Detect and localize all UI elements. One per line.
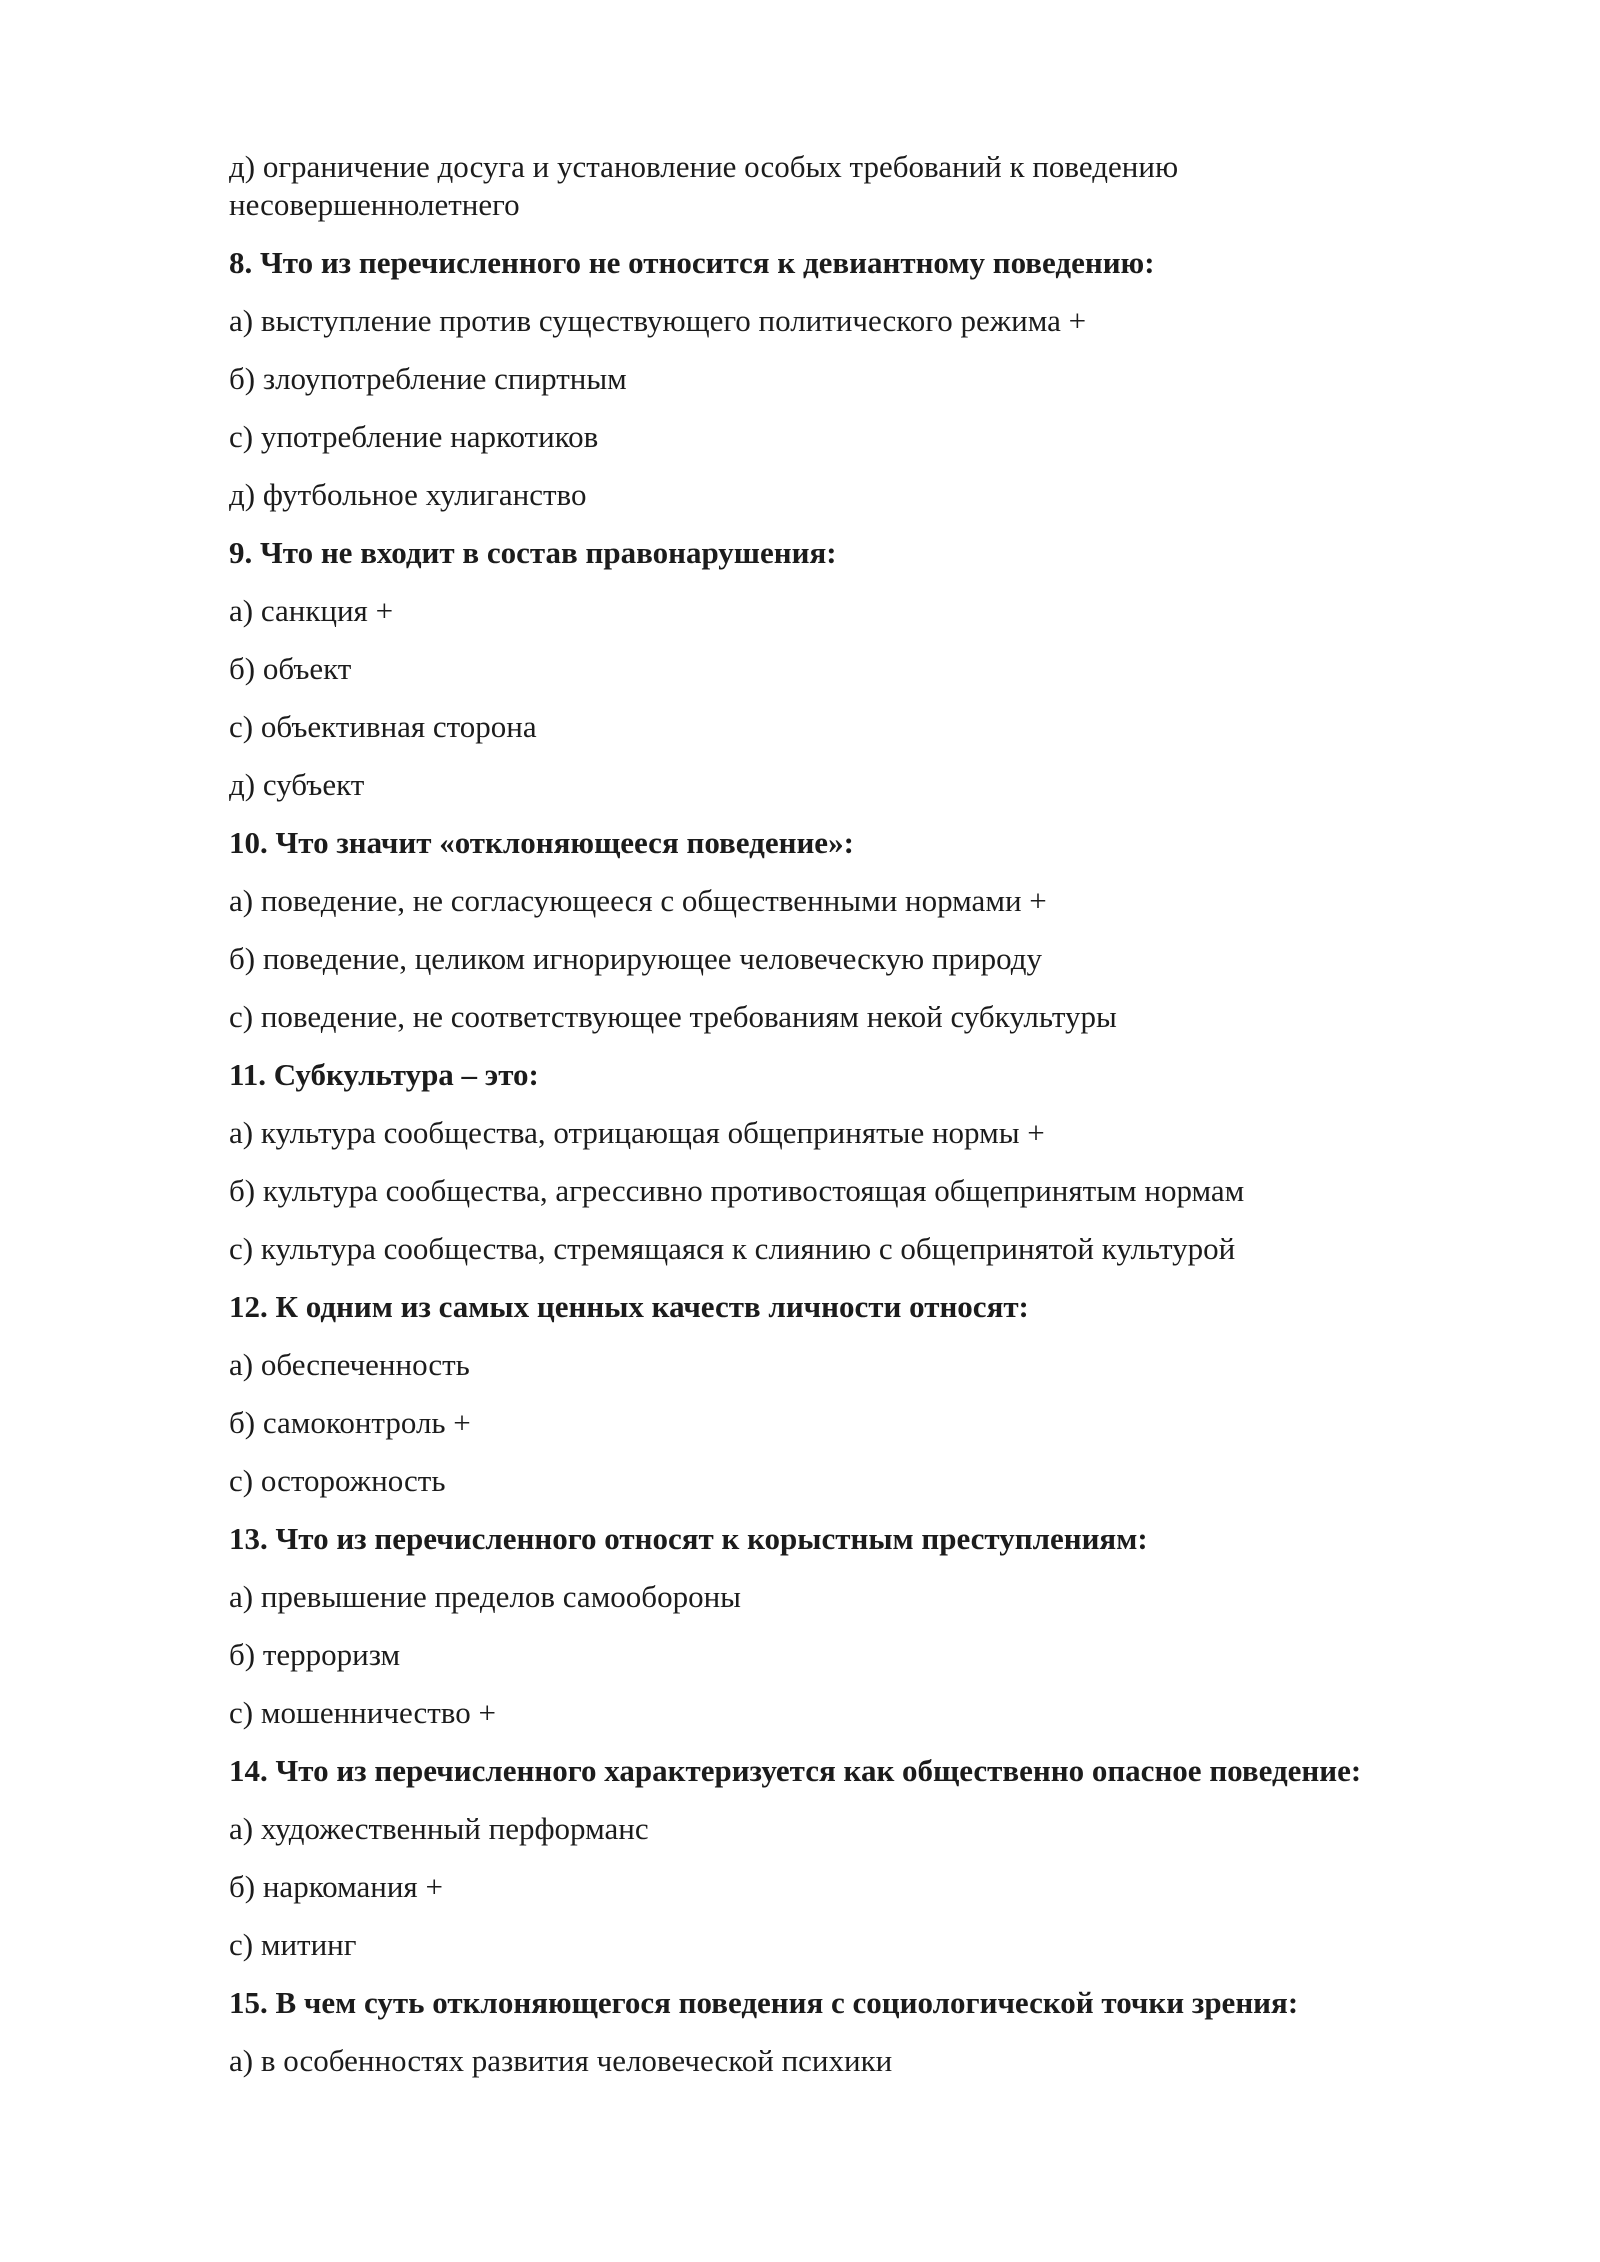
question-10-title: 10. Что значит «отклоняющееся поведение»: [229, 825, 854, 860]
question-12-option-b: б) самоконтроль + [229, 1405, 471, 1440]
question-9-option-a: а) санкция + [229, 593, 394, 628]
intro-option [229, 148, 1479, 224]
question-15-title: 15. В чем суть отклоняющегося поведения с социологической точки зрения: [229, 1985, 1299, 2020]
question-11-title: 11. Субкультура – это: [229, 1057, 539, 1092]
intro-option-line-2: несовершеннолетнего [229, 187, 520, 222]
question-12-title: 12. К одним из самых ценных качеств личности относят: [229, 1289, 1029, 1324]
question-10-option-b: б) поведение, целиком игнорирующее человеческую природу [229, 941, 1042, 976]
question-9-option-d: д) субъект [229, 767, 365, 802]
question-10-option-a: а) поведение, не согласующееся с общественными нормами + [229, 883, 1047, 918]
question-8-option-c: с) употребление наркотиков [229, 419, 599, 454]
question-14-option-a: а) художественный перформанс [229, 1811, 649, 1846]
question-11-option-a: а) культура сообщества, отрицающая общепринятые нормы + [229, 1115, 1045, 1150]
question-12-option-c: с) осторожность [229, 1463, 446, 1498]
question-10-option-c: с) поведение, не соответствующее требованиям некой субкультуры [229, 999, 1117, 1034]
question-11-option-c: с) культура сообщества, стремящаяся к слиянию с общепринятой культурой [229, 1231, 1236, 1266]
question-14-option-c: с) митинг [229, 1927, 357, 1962]
question-12-option-a: а) обеспеченность [229, 1347, 470, 1382]
question-14-title: 14. Что из перечисленного характеризуется как общественно опасное поведение: [229, 1753, 1362, 1788]
question-9-option-c: с) объективная сторона [229, 709, 537, 744]
document-body [229, 148, 1479, 2080]
question-9-option-b: б) объект [229, 651, 352, 686]
question-14-option-b: б) наркомания + [229, 1869, 443, 1904]
question-13-option-c: с) мошенничество + [229, 1695, 496, 1730]
intro-option-line-1: д) ограничение досуга и установление особых требований к поведению [229, 149, 1179, 184]
question-11-option-b: б) культура сообщества, агрессивно противостоящая общепринятым нормам [229, 1173, 1245, 1208]
question-8-option-a: а) выступление против существующего политического режима + [229, 303, 1087, 338]
question-9-title: 9. Что не входит в состав правонарушения: [229, 535, 837, 570]
question-8-option-b: б) злоупотребление спиртным [229, 361, 627, 396]
question-8-title: 8. Что из перечисленного не относится к девиантному поведению: [229, 245, 1155, 280]
question-15-option-a: а) в особенностях развития человеческой психики [229, 2043, 893, 2078]
question-13-option-b: б) терроризм [229, 1637, 401, 1672]
question-13-title: 13. Что из перечисленного относят к корыстным преступлениям: [229, 1521, 1148, 1556]
question-8-option-d: д) футбольное хулиганство [229, 477, 587, 512]
question-13-option-a: а) превышение пределов самообороны [229, 1579, 741, 1614]
